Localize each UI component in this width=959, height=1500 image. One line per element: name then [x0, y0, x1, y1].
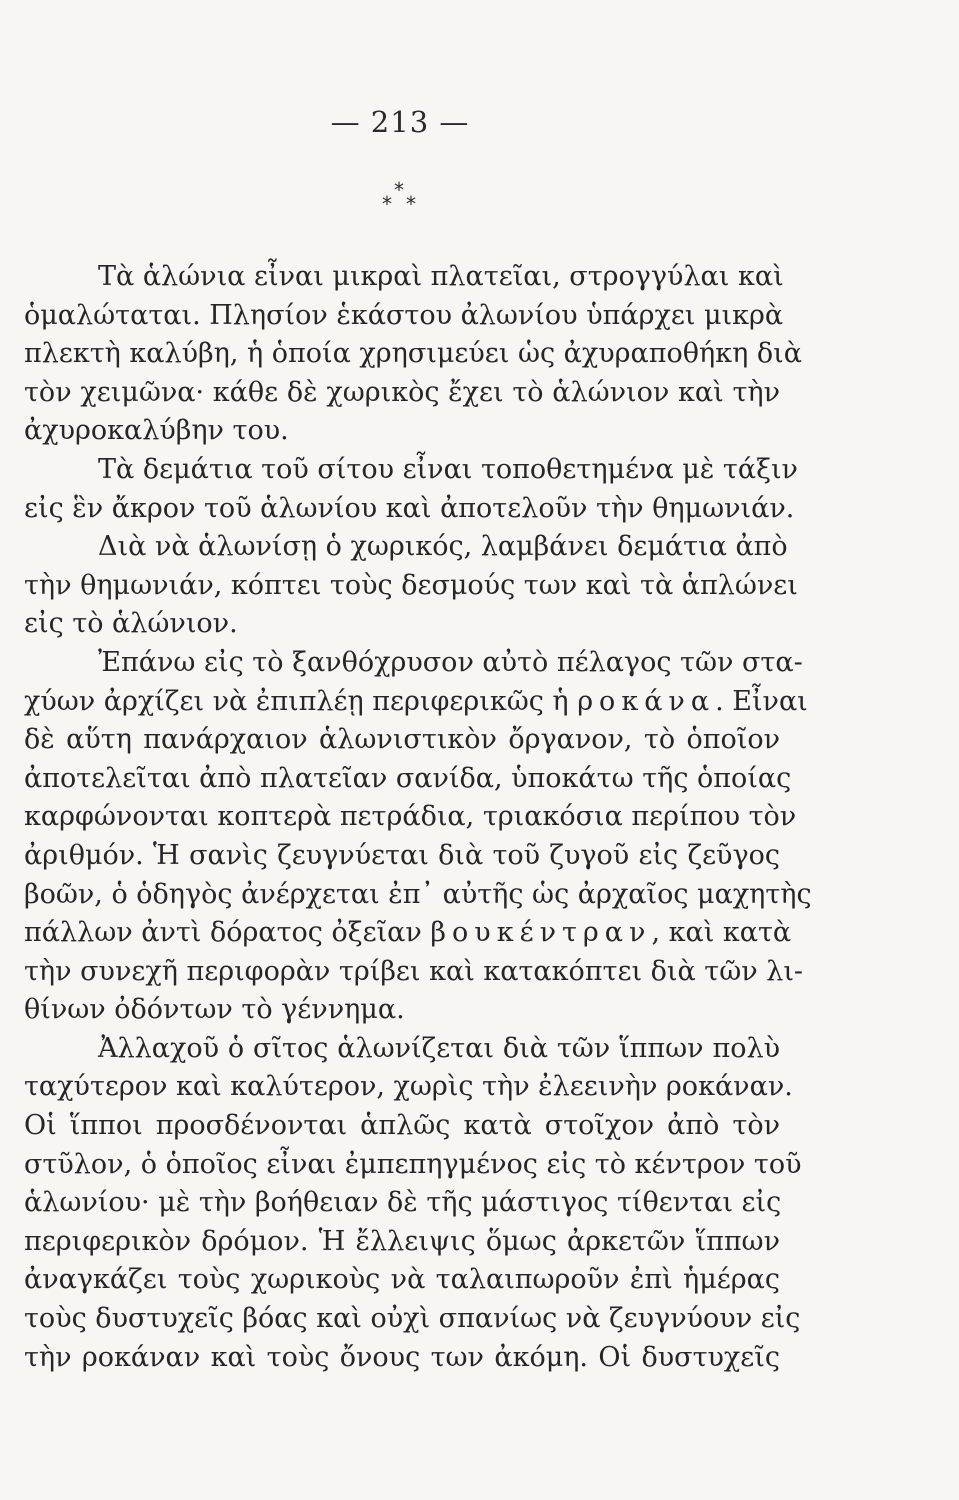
text-line: Τὰ ἁλώνια εἶναι μικραὶ πλατεῖαι, στρογγύλαι καὶ	[98, 261, 784, 292]
text-line: Τὰ δεμάτια τοῦ σίτου εἶναι τοποθετημένα μὲ τάξιν	[98, 453, 798, 485]
text-line: ὁμαλώταται. Πλησίον ἑκάστου ἀλωνίου ὑπάρχει μικρὰ	[24, 299, 784, 331]
text-line: ἀχυροκαλύβην του.	[24, 415, 289, 447]
text-line: βοῶν, ὁ ὁδηγὸς ἀνέρχεται ἐπ᾽ αὐτῆς ὡς ἀρχαῖος μαχητὴς	[24, 878, 812, 910]
text-line: ἀριθμόν. Ἡ σανὶς ζευγνύεται διὰ τοῦ ζυγοῦ εἰς ζεῦγος	[24, 839, 780, 871]
text-line: τὸν χειμῶνα· κάθε δὲ χωρικὸς ἔχει τὸ ἁλώνιον καὶ τὴν	[24, 376, 780, 408]
text-segment: , καὶ κατὰ	[651, 917, 792, 949]
text-line: ταχύτερον καὶ καλύτερον, χωρὶς τὴν ἐλεεινὴν ροκάναν.	[24, 1071, 793, 1103]
text-line: Οἱ ἵπποι προσδένονται ἁπλῶς κατὰ στοῖχον ἀπὸ τὸν	[24, 1110, 780, 1142]
text-line	[24, 683, 808, 722]
text-segment: χύων ἀρχίζει νὰ ἐπιπλέῃ περιφερικῶς ἡ	[24, 685, 578, 717]
asterism-star: *	[382, 192, 392, 216]
emphasized-word: βουκέντραν	[430, 917, 652, 949]
text-line: καρφώνονται κοπτερὰ πετράδια, τριακόσια περίπου τὸν	[24, 801, 797, 833]
emphasized-word: ροκάνα	[577, 685, 716, 717]
text-line: ἁλωνίου· μὲ τὴν βοήθειαν δὲ τῆς μάστιγος τίθενται εἰς	[24, 1187, 782, 1219]
text-line: Ἀλλαχοῦ ὁ σῖτος ἁλωνίζεται διὰ τῶν ἵππων πολὺ	[98, 1032, 780, 1064]
text-segment: πάλλων ἀντὶ δόρατος ὀξεῖαν	[24, 917, 431, 949]
text-line: στῦλον, ὁ ὁποῖος εἶναι ἐμπεπηγμένος εἰς τὸ κέντρον τοῦ	[24, 1148, 802, 1180]
text-line: εἰς τὸ ἁλώνιον.	[24, 608, 238, 640]
asterism-star: *	[394, 178, 404, 202]
text-line: δὲ αὕτη πανάρχαιον ἁλωνιστικὸν ὄργανον, τὸ ὁποῖον	[24, 724, 780, 756]
text-line: τὴν συνεχῆ περιφορὰν τρίβει καὶ κατακόπτει διὰ τῶν λι-	[24, 955, 804, 987]
text-line: ἀναγκάζει τοὺς χωρικοὺς νὰ ταλαιπωροῦν ἐπὶ ἡμέρας	[24, 1264, 780, 1296]
text-line: περιφερικὸν δρόμον. Ἡ ἔλλειψις ὅμως ἀρκετῶν ἵππων	[24, 1225, 780, 1257]
text-line	[24, 914, 792, 953]
text-line: τὴν ροκάναν καὶ τοὺς ὄνους των ἀκόμη. Οἱ δυστυχεῖς	[24, 1341, 780, 1373]
text-line: θίνων ὀδόντων τὸ γέννημα.	[24, 994, 405, 1026]
text-line: τοὺς δυστυχεῖς βόας καὶ οὐχὶ σπανίως νὰ ζευγνύουν εἰς	[24, 1303, 801, 1335]
asterism-star: *	[406, 192, 416, 216]
asterism-section-break	[380, 178, 430, 214]
body-text	[24, 258, 812, 1377]
text-line: Ἐπάνω εἰς τὸ ξανθόχρυσον αὐτὸ πέλαγος τῶν στα-	[98, 646, 803, 678]
text-line: τὴν θημωνιάν, κόπτει τοὺς δεσμούς των καὶ τὰ ἁπλώνει	[24, 569, 798, 601]
text-line: εἰς ἓν ἄκρον τοῦ ἁλωνίου καὶ ἀποτελοῦν τὴν θημωνιάν.	[24, 492, 795, 524]
page-number: — 213 —	[330, 105, 470, 139]
text-line: Διὰ νὰ ἁλωνίσῃ ὁ χωρικός, λαμβάνει δεμάτια ἀπὸ	[98, 531, 788, 563]
text-line: πλεκτὴ καλύβη, ἡ ὁποία χρησιμεύει ὡς ἀχυραποθήκη διὰ	[24, 338, 802, 370]
text-segment: . Εἶναι	[715, 685, 808, 717]
text-line: ἀποτελεῖται ἀπὸ πλατεῖαν σανίδα, ὑποκάτω τῆς ὁποίας	[24, 762, 792, 794]
